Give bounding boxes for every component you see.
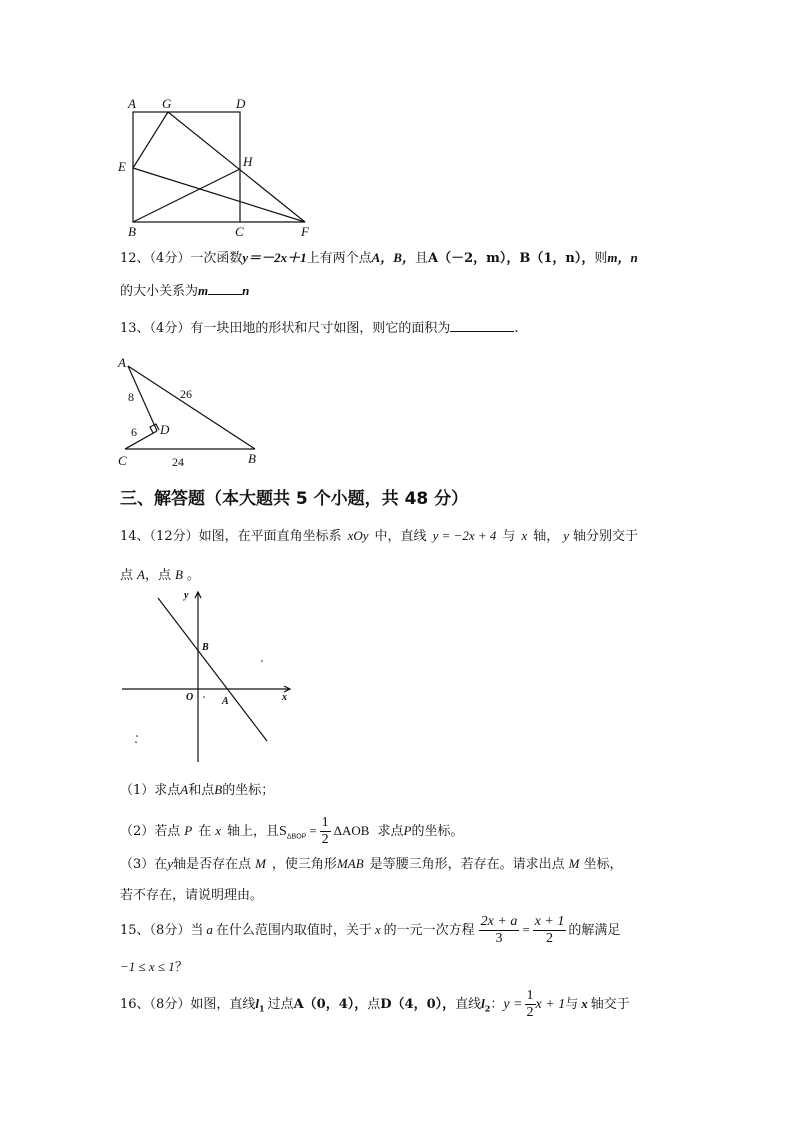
q12-text-a: 一次函数	[190, 251, 243, 266]
q14-sub3-c: ，使三角形	[271, 857, 337, 872]
q14-sub2-a: （2）若点	[120, 824, 181, 839]
q15-equals: =	[522, 922, 530, 937]
q16-text-e: 与	[565, 997, 579, 1012]
q12-line2	[120, 281, 249, 301]
q14-text-b: 中，直线	[374, 529, 427, 544]
q16-text-b: 过点	[267, 997, 294, 1012]
label-D: D	[160, 422, 170, 437]
q15-line1	[120, 910, 620, 950]
q15-text-c: 的一元一次方程	[383, 923, 475, 938]
seg-dc	[125, 431, 157, 449]
q12-m: m	[198, 283, 209, 298]
q13-line	[120, 318, 518, 338]
q14-fraction	[320, 815, 331, 848]
q12-line1	[120, 249, 638, 268]
q14-sub3-a: （3）在	[120, 857, 168, 872]
q12-score: （4分）	[149, 251, 191, 266]
q14-system: xOy	[347, 528, 369, 543]
q14-sub2-b: 在	[198, 824, 212, 839]
q14-B: B	[174, 567, 183, 582]
right-angle-mark	[150, 424, 159, 433]
q12-function: y＝－2x＋1	[242, 250, 307, 265]
q14-text-c: 与	[502, 529, 516, 544]
label-O: O	[186, 692, 194, 703]
frac-numerator: x + 1	[534, 914, 565, 929]
q15-inequality: −1 ≤ x ≤ 1	[120, 959, 175, 974]
label-E: E	[118, 159, 126, 174]
q14-area-S: S	[279, 824, 287, 839]
q14-sub1-B: B	[214, 782, 223, 797]
q14-sub3-b: 轴是否存在点	[173, 857, 252, 872]
q16-text-f: 轴交于	[590, 997, 630, 1012]
frac-numerator: 1	[321, 815, 329, 830]
q12-text-d: 则	[594, 251, 608, 266]
q15-text-d: 的解满足	[568, 923, 621, 938]
q13-end: .	[514, 321, 519, 336]
q14-line2-a: 点	[120, 568, 134, 583]
q12-points: A，B，	[371, 250, 415, 265]
q13-answer-blank[interactable]	[450, 318, 514, 332]
seg-ef	[133, 168, 305, 222]
speck	[135, 741, 137, 743]
q14-M2: M	[568, 856, 580, 871]
seg-bh	[133, 169, 240, 222]
q15-text-a: 当	[190, 923, 204, 938]
q16-colon: ：	[490, 997, 504, 1012]
label-x: x	[282, 692, 287, 703]
q14-sub3-y: y	[167, 856, 174, 871]
figure-rectangle	[112, 94, 322, 240]
label-B: B	[128, 224, 136, 239]
q14-line2	[120, 566, 200, 585]
q15-score: （8分）	[149, 923, 191, 938]
speck	[261, 660, 263, 662]
label-y: y	[184, 590, 189, 601]
q15-fraction-left	[479, 914, 520, 947]
q12-coords: A（－2，m），B（1，n），	[428, 251, 595, 266]
frac-denominator: 2	[546, 931, 553, 946]
q12-text-b: 上有两个点	[306, 251, 372, 266]
q13-score: （4分）	[149, 321, 191, 336]
q16-text-c: 点	[367, 997, 381, 1012]
q13-number: 13、	[120, 321, 150, 336]
q14-equation: y = −2x + 4	[432, 528, 497, 543]
q14-sub1-c: 的坐标；	[222, 783, 275, 798]
q14-text-d: 轴，	[533, 529, 560, 544]
label-C: C	[235, 224, 244, 239]
speck	[136, 735, 138, 737]
q14-area-sub: ΔBOP	[286, 833, 307, 841]
length-CB: 24	[172, 455, 184, 469]
frac-numerator: 2x + a	[480, 914, 518, 929]
q12-mn: m，n	[607, 250, 638, 265]
frac-numerator: 1	[526, 988, 534, 1003]
label-A: A	[128, 96, 136, 111]
label-B: B	[248, 451, 256, 466]
q15-text-b: 在什么范围内取值时，关于	[215, 923, 372, 938]
q14-sub1	[120, 781, 274, 800]
figure-field	[112, 352, 272, 472]
q14-triangle: ΔAOB	[333, 823, 370, 838]
q14-score: （12分）	[149, 529, 199, 544]
q14-y: y	[563, 528, 570, 543]
q14-sub2-x: x	[215, 823, 222, 838]
label-D: D	[236, 96, 246, 111]
q15-number: 15、	[120, 923, 150, 938]
q12-number: 12、	[120, 251, 150, 266]
q14-sub3-line2: 若不存在，请说明理由。	[120, 888, 264, 903]
q16-score: （8分）	[149, 997, 191, 1012]
q12-line2-text: 的大小关系为	[120, 284, 199, 299]
q14-P: P	[184, 823, 193, 838]
q16-text-a: 如图，直线	[190, 997, 256, 1012]
q16-l2-sub: 2	[484, 1003, 491, 1014]
line-ab	[158, 598, 267, 741]
q16-line1	[120, 984, 630, 1024]
label-A: A	[118, 355, 126, 370]
q14-sub2: （2）若点 P 在 x 轴上，且$S_{\Delta BOP}$ = $\frac{1}{2}$ ΔAOB 求点P的坐标。	[120, 815, 464, 847]
frac-denominator: 2	[526, 1005, 534, 1020]
frac-denominator: 3	[495, 931, 503, 946]
figure-coordinate-plane	[112, 586, 302, 766]
frac-denominator: 2	[321, 832, 329, 847]
q15-a: a	[206, 922, 213, 937]
q14-sub1-b: 和点	[188, 783, 215, 798]
q15-question-mark: ？	[174, 960, 188, 975]
section-heading: 三、解答题（本大题共 5 个小题，共 48 分）	[120, 489, 469, 509]
length-CD: 6	[131, 425, 137, 439]
q14-sub3	[120, 855, 623, 874]
q14-sub2-c: 轴上，且	[227, 824, 280, 839]
q15-fraction-right	[533, 914, 567, 947]
q16-tail: x + 1	[535, 997, 566, 1012]
label-G: G	[162, 96, 172, 111]
q16-x: x	[581, 996, 588, 1011]
q16-A: A（0，4），	[293, 997, 368, 1012]
q14-line1	[120, 527, 638, 546]
label-F: F	[301, 224, 309, 239]
q14-P2: P	[403, 823, 412, 838]
label-H: H	[243, 154, 253, 169]
length-AB: 26	[180, 387, 192, 401]
label-C: C	[118, 453, 127, 468]
q15-x: x	[374, 922, 381, 937]
q14-sub1-a: （1）求点	[120, 783, 181, 798]
seg-gf	[168, 112, 305, 222]
label-B: B	[202, 642, 209, 653]
q14-sub2-d: 求点	[377, 824, 404, 839]
rect-abcd	[133, 112, 240, 222]
seg-ge	[133, 112, 168, 168]
q14-text-a: 如图，在平面直角坐标系	[198, 529, 342, 544]
q14-sub2-e: 的坐标。	[411, 824, 464, 839]
q14-M: M	[255, 856, 266, 871]
q14-number: 14、	[120, 529, 150, 544]
q14-line2-b: ，点	[144, 568, 171, 583]
q16-number: 16、	[120, 997, 150, 1012]
q14-A: A	[137, 567, 145, 582]
q16-l2: l	[481, 996, 485, 1011]
q14-x: x	[521, 528, 528, 543]
q13-text: 有一块田地的形状和尺寸如图，则它的面积为	[190, 321, 451, 336]
length-AD: 8	[128, 390, 134, 404]
q16-l1: l	[255, 996, 259, 1011]
q14-sub3-e: 坐标，	[583, 857, 623, 872]
q16-D: D（4，0），	[380, 997, 456, 1012]
q16-fraction	[525, 988, 536, 1021]
q12-n: n	[242, 283, 250, 298]
q14-line2-c: 。	[186, 568, 200, 583]
label-A: A	[222, 696, 229, 707]
q14-sub3-d: 是等腰三角形，若存在。请求出点	[369, 857, 565, 872]
q14-sub1-A: A	[180, 782, 189, 797]
speck	[203, 696, 205, 698]
q15-line2	[120, 958, 188, 977]
q14-MAB: MAB	[336, 856, 364, 871]
q16-y-eq: y =	[503, 997, 523, 1012]
q12-answer-blank[interactable]	[208, 281, 242, 295]
q12-text-c: 且	[414, 251, 428, 266]
q14-text-e: 轴分别交于	[573, 529, 639, 544]
q16-text-d: 直线	[455, 997, 482, 1012]
q16-l1-sub: 1	[258, 1003, 265, 1014]
